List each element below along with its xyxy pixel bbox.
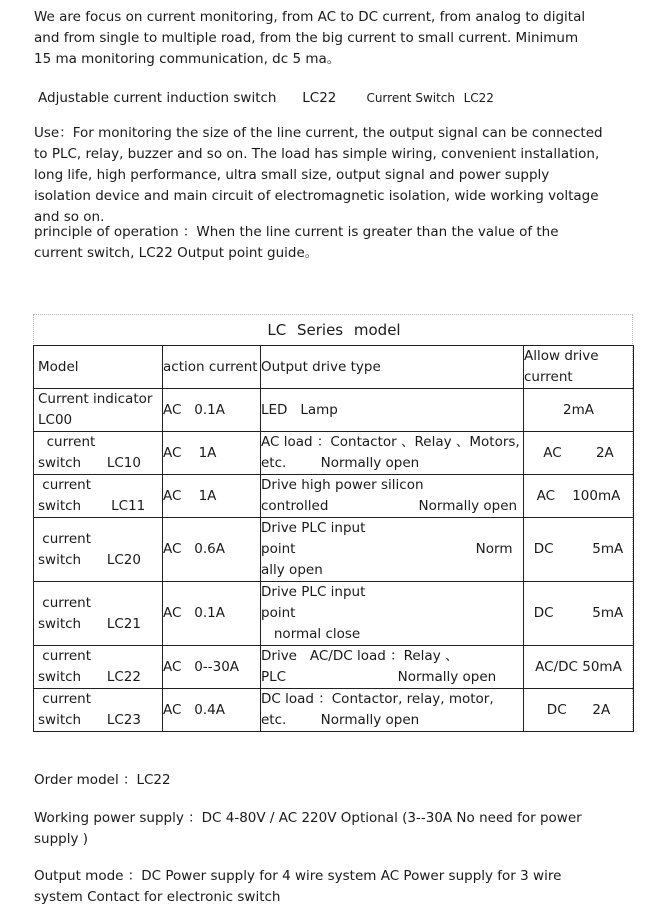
cell-model: current switch LC21: [34, 582, 163, 646]
use-paragraph: Use：For monitoring the size of the line current, the output signal can be connected to PLC, relay, buzzer and so on. The load has simple wiring, convenient installation, long life, high performance, ultra small size, output signal and power supply isolation device and main circuit of electromagnetic isolation, wide working voltage and so on.: [34, 125, 603, 225]
header-allow-current: Allow drive current: [524, 346, 634, 389]
cell-action-current: AC 0--30A: [163, 646, 261, 689]
cell-model: current switch LC20: [34, 518, 163, 582]
cell-model: current switch LC22: [34, 646, 163, 689]
cell-action-current: AC 0.1A: [163, 389, 261, 432]
output-mode: Output mode ：DC Power supply for 4 wire system AC Power supply for 3 wire system Contact for electronic switch: [34, 868, 562, 905]
cell-allow-current: 2mA: [524, 389, 634, 432]
table-row: [34, 475, 634, 518]
table-header-row: [34, 346, 634, 389]
product-model: LC22: [302, 90, 337, 106]
cell-output-type: DC load ：Contactor, relay, motor, etc. Normally open: [261, 689, 524, 732]
cell-action-current: AC 0.1A: [163, 582, 261, 646]
cell-allow-current: AC 2A: [524, 432, 634, 475]
table-row: [34, 689, 634, 732]
table-row: [34, 518, 634, 582]
table-row: [34, 389, 634, 432]
product-name: Adjustable current induction switch: [38, 90, 277, 106]
principle-paragraph: principle of operation ：When the line current is greater than the value of the current switch, LC22 Output point guide。: [34, 224, 559, 261]
cell-allow-current: AC 100mA: [524, 475, 634, 518]
cell-allow-current: DC 2A: [524, 689, 634, 732]
cell-action-current: AC 0.6A: [163, 518, 261, 582]
cell-action-current: AC 1A: [163, 432, 261, 475]
cell-model: current switch LC23: [34, 689, 163, 732]
cell-output-type: Drive AC/DC load ：Relay 、 PLC Normally open: [261, 646, 524, 689]
table-row: [34, 582, 634, 646]
working-power-supply: Working power supply ：DC 4-80V / AC 220V Optional (3--30A No need for power supply ): [34, 810, 582, 847]
cell-allow-current: DC 5mA: [524, 518, 634, 582]
cell-output-type: LED Lamp: [261, 389, 524, 432]
product-alt-name: Current Switch: [366, 91, 455, 105]
cell-model: Current indicator LC00: [34, 389, 163, 432]
lc-series-table: [33, 345, 634, 732]
cell-output-type: AC load ：Contactor 、Relay 、Motors, etc. Normally open: [261, 432, 524, 475]
header-action-current: action current: [163, 346, 261, 389]
product-alt-model: LC22: [463, 91, 494, 105]
cell-output-type: Drive PLC input point Norm ally open: [261, 518, 524, 582]
cell-action-current: AC 1A: [163, 475, 261, 518]
table-title: LC Series model: [267, 321, 401, 339]
table-row: [34, 432, 634, 475]
cell-allow-current: AC/DC 50mA: [524, 646, 634, 689]
cell-action-current: AC 0.4A: [163, 689, 261, 732]
header-model: Model: [34, 346, 163, 389]
cell-output-type: Drive high power silicon controlled Normally open: [261, 475, 524, 518]
cell-output-type: Drive PLC input point normal close: [261, 582, 524, 646]
cell-allow-current: DC 5mA: [524, 582, 634, 646]
header-output-type: Output drive type: [261, 346, 524, 389]
adjustable-switch-line: [38, 88, 494, 109]
cell-model: current switch LC10: [34, 432, 163, 475]
intro-paragraph: We are focus on current monitoring, from AC to DC current, from analog to digital and from single to multiple road, from the big current to small current. Minimum 15 ma monitoring communication, dc 5 ma。: [34, 9, 586, 67]
table-row: [34, 646, 634, 689]
order-model: Order model ：LC22: [34, 772, 171, 788]
cell-model: current switch LC11: [34, 475, 163, 518]
